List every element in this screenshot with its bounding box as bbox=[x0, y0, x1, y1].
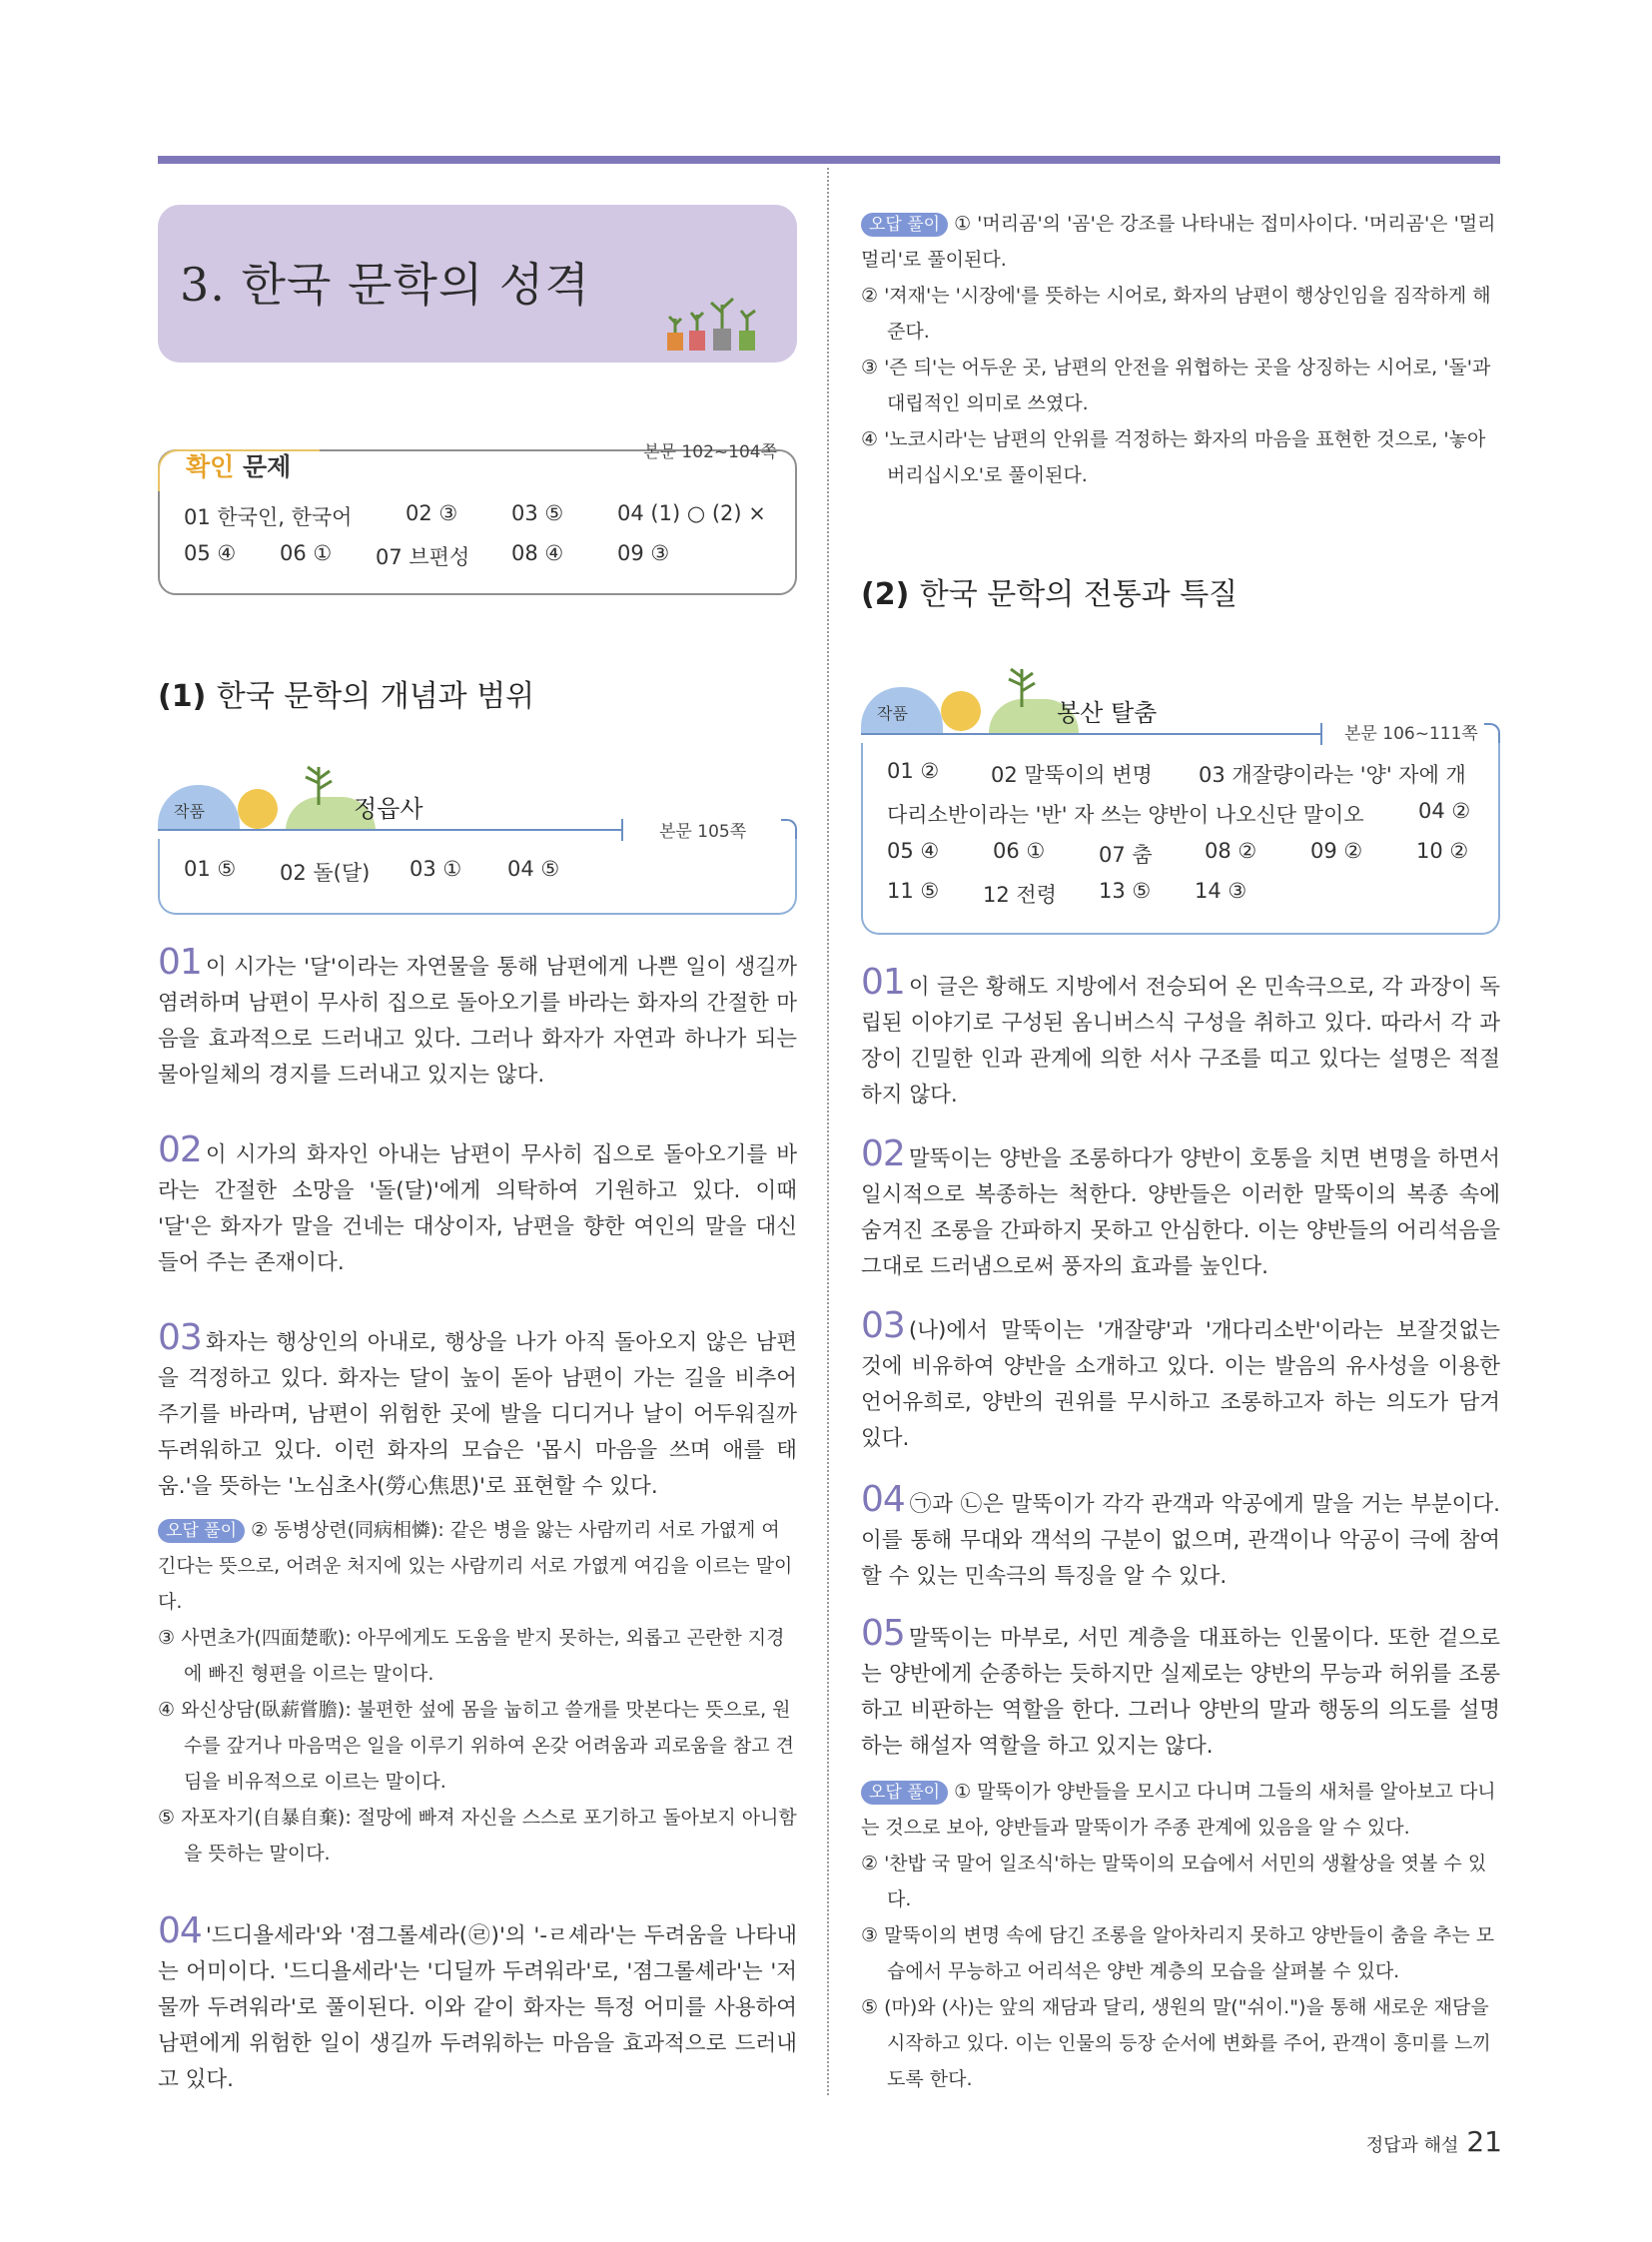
answer-item: 05 ④ bbox=[887, 839, 940, 863]
note-item: ⑤ (마)와 (사)는 앞의 재담과 달리, 생원의 말("쉬이.")을 통해 새로운 재담을 시작하고 있다. 이는 인물의 등장 순서에 변화를 주어, 관객이 흥미를 느끼도록 한다. bbox=[861, 1996, 1491, 2090]
explanation-paragraph: 03 화자는 행상인의 아내로, 행상을 나가 아직 돌아오지 않은 남편을 걱정하고 있다. 화자는 달이 높이 돋아 남편이 가는 길을 비추어 주기를 바라며, 남편이 위험한 곳에 발을 디디거나 날이 어두워질까 두려워하고 있다. 이런 화자의 모습은 '몹시 마음을 쓰며 애를 태움.'을 뜻하는 '노심초사(勞心焦思)'로 표현할 수 있다. bbox=[158, 1317, 797, 1499]
chapter-title: 3. 한국 문학의 성격 bbox=[180, 258, 590, 312]
column-divider bbox=[827, 168, 829, 2095]
footer-label: 정답과 해설 bbox=[1365, 2135, 1459, 2156]
answer-item: 다리소반이라는 '반' 자 쓰는 양반이 나오신단 말이오 bbox=[887, 803, 1364, 827]
explanation-paragraph: 03 (나)에서 말뚝이는 '개잘량'과 '개다리소반'이라는 보잘것없는 것에 비유하여 양반을 소개하고 있다. 이는 발음의 유사성을 이용한 언어유희로, 양반의 권위를 무시하고 조롱하고자 하는 의도가 담겨 있다. bbox=[861, 1305, 1500, 1451]
work-badge: 작품 bbox=[861, 687, 943, 733]
note-item: ⑤ 자포자기(自暴自棄): 절망에 빠져 자신을 스스로 포기하고 돌아보지 아니함을 뜻하는 말이다. bbox=[158, 1807, 797, 1865]
answer-item: 08 ② bbox=[1205, 839, 1257, 863]
flower-icon bbox=[238, 789, 278, 829]
explanation-paragraph: 04 '드디욜세라'와 '졈그롤셰라(㉣)'의 '-ㄹ셰라'는 두려움을 나타내는 어미이다. '드디욜세라'는 '디딜까 두려워라'로, '졈그롤셰라'는 '저물까 두려워라'로 풀이된다. 이와 같이 화자는 특정 어미를 사용하여 남편에게 위험한 일이 생길까 두려워하는 마음을 효과적으로 드러내고 있다. bbox=[158, 1910, 797, 2092]
answer-item: 09 ③ bbox=[617, 541, 670, 565]
answer-item: 07 브편성 bbox=[376, 545, 470, 569]
explanation-paragraph: 01 이 시가는 '달'이라는 자연물을 통해 남편에게 나쁜 일이 생길까 염려하며 남편이 무사히 집으로 돌아오기를 바라는 화자의 간절한 마음을 효과적으로 드러내고 있다. 그러나 화자가 자연과 하나가 되는 물아일체의 경지를 드러내고 있지는 않다. bbox=[158, 942, 797, 1088]
work-pageref: 본문 106~111쪽 bbox=[1344, 724, 1478, 744]
note-item: ④ '노코시라'는 남편의 안위를 걱정하는 화자의 마음을 표현한 것으로, '놓아 버리십시오'로 풀이된다. bbox=[861, 428, 1486, 486]
answer-item: 02 돌(달) bbox=[280, 861, 371, 885]
section-heading-1: (1) 한국 문학의 개념과 범위 bbox=[158, 679, 535, 714]
wrong-answer-tag: 오답 풀이 bbox=[861, 1781, 948, 1805]
answer-item: 04 (1) ○ (2) × bbox=[617, 501, 766, 525]
explanation-paragraph: 02 이 시가의 화자인 아내는 남편이 무사히 집으로 돌아오기를 바라는 간절한 소망을 '돌(달)'에게 의탁하여 기원하고 있다. 이때 '달'은 화자가 말을 건네는 대상이자, 남편을 향한 여인의 말을 대신 들어 주는 존재이다. bbox=[158, 1129, 797, 1275]
confirm-pageref: 본문 102~104쪽 bbox=[643, 442, 777, 462]
work-title: 정읍사 bbox=[354, 795, 423, 823]
answer-item: 14 ③ bbox=[1195, 879, 1247, 903]
answer-item: 08 ④ bbox=[511, 541, 564, 565]
wrong-answer-tag: 오답 풀이 bbox=[158, 1519, 245, 1543]
explanation-paragraph: 01 이 글은 황해도 지방에서 전승되어 온 민속극으로, 각 과장이 독립된 이야기로 구성된 옴니버스식 구성을 취하고 있다. 따라서 각 과장이 긴밀한 인과 관계에 의한 서사 구조를 띠고 있다는 설명은 적절하지 않다. bbox=[861, 962, 1500, 1108]
note-item: ③ 말뚝이의 변명 속에 담긴 조롱을 알아차리지 못하고 양반들이 춤을 추는 모습에서 무능하고 어리석은 양반 계층의 모습을 살펴볼 수 있다. bbox=[861, 1924, 1495, 1982]
answer-item: 06 ① bbox=[993, 839, 1046, 863]
note-item: ③ 사면초가(四面楚歌): 아무에게도 도움을 받지 못하는, 외롭고 곤란한 지경에 빠진 형편을 이르는 말이다. bbox=[158, 1627, 785, 1685]
work-title: 봉산 탈춤 bbox=[1057, 699, 1158, 727]
answer-item: 03 ⑤ bbox=[511, 501, 564, 525]
answer-item: 04 ② bbox=[1418, 799, 1471, 823]
answer-item: 01 ② bbox=[887, 759, 940, 783]
answer-item: 06 ① bbox=[280, 541, 333, 565]
plant-icon bbox=[296, 761, 342, 805]
explanation-paragraph: 04 ㉠과 ㉡은 말뚝이가 각각 관객과 악공에게 말을 거는 부분이다. 이를 통해 무대와 객석의 구분이 없으며, 관객이나 악공이 극에 참여할 수 있는 민속극의 특징을 알 수 있다. bbox=[861, 1479, 1500, 1589]
answer-item: 12 전령 bbox=[983, 883, 1057, 907]
confirm-label: 확인 문제 bbox=[186, 452, 292, 481]
work-badge: 작품 bbox=[158, 785, 240, 831]
answer-item: 09 ② bbox=[1310, 839, 1363, 863]
plant-icon bbox=[999, 663, 1045, 707]
line-end-mark bbox=[1320, 723, 1322, 745]
wrong-answer-tag: 오답 풀이 bbox=[861, 213, 948, 237]
answer-item: 01 ⑤ bbox=[184, 857, 237, 881]
note-item: ② '찬밥 국 말어 일조식'하는 말뚝이의 모습에서 서민의 생활상을 엿볼 수 있다. bbox=[861, 1853, 1487, 1910]
work-title-line bbox=[861, 733, 1322, 735]
answer-item: 03 ① bbox=[410, 857, 462, 881]
answer-item: 03 개잘량이라는 '양' 자에 개 bbox=[1199, 763, 1466, 787]
work-answer-box bbox=[158, 839, 797, 915]
top-accent-bar bbox=[158, 156, 1500, 164]
note-item: ③ '즌 듸'는 어두운 곳, 남편의 안전을 위협하는 곳을 상징하는 시어로, '돌'과 대립적인 의미로 쓰였다. bbox=[861, 357, 1491, 414]
wrong-answer-note: 오답 풀이 ① '머리곰'의 '곰'은 강조를 나타내는 접미사이다. '머리곰'은 '멀리멀리'로 풀이된다. ② '져재'는 '시장에'를 뜻하는 시어로, 화자의 남편이 행상인임을 짐작하게 해 준다. ③ '즌 듸'는 어두운 곳, 남편의 안전을 위협하는 곳을 상징하는 시어로, '돌'과 대립적인 의미로 쓰였다. ④ '노코시라'는 남편의 안위를 걱정하는 화자의 마음을 표현한 것으로, '놓아 버리십시오'로 풀이된다. bbox=[861, 206, 1500, 493]
plant-pots-icon bbox=[667, 285, 777, 355]
flower-icon bbox=[941, 691, 981, 731]
answer-item: 04 ⑤ bbox=[507, 857, 560, 881]
answer-item: 10 ② bbox=[1416, 839, 1469, 863]
work-title-line bbox=[158, 829, 623, 831]
answer-item: 05 ④ bbox=[184, 541, 237, 565]
note-item: ② '져재'는 '시장에'를 뜻하는 시어로, 화자의 남편이 행상인임을 짐작하게 해 준다. bbox=[861, 285, 1491, 343]
answer-item: 13 ⑤ bbox=[1099, 879, 1152, 903]
page-footer bbox=[1366, 2125, 1502, 2158]
answer-item: 11 ⑤ bbox=[887, 879, 940, 903]
answer-item: 02 ③ bbox=[406, 501, 458, 525]
line-end-mark bbox=[621, 819, 623, 841]
work-pageref: 본문 105쪽 bbox=[659, 822, 747, 842]
chapter-title-box bbox=[158, 205, 797, 363]
work-answer-box bbox=[861, 743, 1500, 935]
confirm-questions-box bbox=[158, 442, 797, 595]
answer-item: 02 말뚝이의 변명 bbox=[991, 763, 1153, 787]
note-item: ④ 와신상담(臥薪嘗膽): 불편한 섶에 몸을 눕히고 쓸개를 맛본다는 뜻으로, 원수를 갚거나 마음먹은 일을 이루기 위하여 온갖 어려움과 괴로움을 참고 견딤을 비유적으로 이르는 말이다. bbox=[158, 1699, 795, 1793]
answer-item: 07 춤 bbox=[1099, 843, 1153, 867]
wrong-answer-note: 오답 풀이 ① 말뚝이가 양반들을 모시고 다니며 그들의 새처를 알아보고 다니는 것으로 보아, 양반들과 말뚝이가 주종 관계에 있음을 알 수 있다. ② '찬밥 국 말어 일조식'하는 말뚝이의 모습에서 서민의 생활상을 엿볼 수 있다. ③ 말뚝이의 변명 속에 담긴 조롱을 알아차리지 못하고 양반들이 춤을 추는 모습에서 무능하고 어리석은 양반 계층의 모습을 살펴볼 수 있다. ⑤ (마)와 (사)는 앞의 재담과 달리, 생원의 말("쉬이.")을 통해 새로운 재담을 시작하고 있다. 이는 인물의 등장 순서에 변화를 주어, 관객이 흥미를 느끼도록 한다. bbox=[861, 1774, 1500, 2097]
explanation-paragraph: 05 말뚝이는 마부로, 서민 계층을 대표하는 인물이다. 또한 겉으로는 양반에게 순종하는 듯하지만 실제로는 양반의 무능과 허위를 조롱하고 비판하는 역할을 한다. 그러나 양반의 말과 행동의 의도를 설명하는 해설자 역할을 하고 있지는 않다. bbox=[861, 1613, 1500, 1759]
section-heading-2: (2) 한국 문학의 전통과 특질 bbox=[861, 577, 1239, 612]
wrong-answer-note: 오답 풀이 ② 동병상련(同病相憐): 같은 병을 앓는 사람끼리 서로 가엾게 여긴다는 뜻으로, 어려운 처지에 있는 사람끼리 서로 가엾게 여김을 이르는 말이다. ③ 사면초가(四面楚歌): 아무에게도 도움을 받지 못하는, 외롭고 곤란한 지경에 빠진 형편을 이르는 말이다. ④ 와신상담(臥薪嘗膽): 불편한 섶에 몸을 눕히고 쓸개를 맛본다는 뜻으로, 원수를 갚거나 마음먹은 일을 이루기 위하여 온갖 어려움과 괴로움을 참고 견딤을 비유적으로 이르는 말이다. ⑤ 자포자기(自暴自棄): 절망에 빠져 자신을 스스로 포기하고 돌아보지 아니함을 뜻하는 말이다. bbox=[158, 1512, 797, 1871]
answer-item: 01 한국인, 한국어 bbox=[184, 505, 353, 529]
explanation-paragraph: 02 말뚝이는 양반을 조롱하다가 양반이 호통을 치면 변명을 하면서 일시적으로 복종하는 척한다. 양반들은 이러한 말뚝이의 복종 속에 숨겨진 조롱을 간파하지 못하고 안심한다. 이는 양반들의 어리석음을 그대로 드러냄으로써 풍자의 효과를 높인다. bbox=[861, 1133, 1500, 1279]
page-number: 21 bbox=[1466, 2125, 1502, 2158]
